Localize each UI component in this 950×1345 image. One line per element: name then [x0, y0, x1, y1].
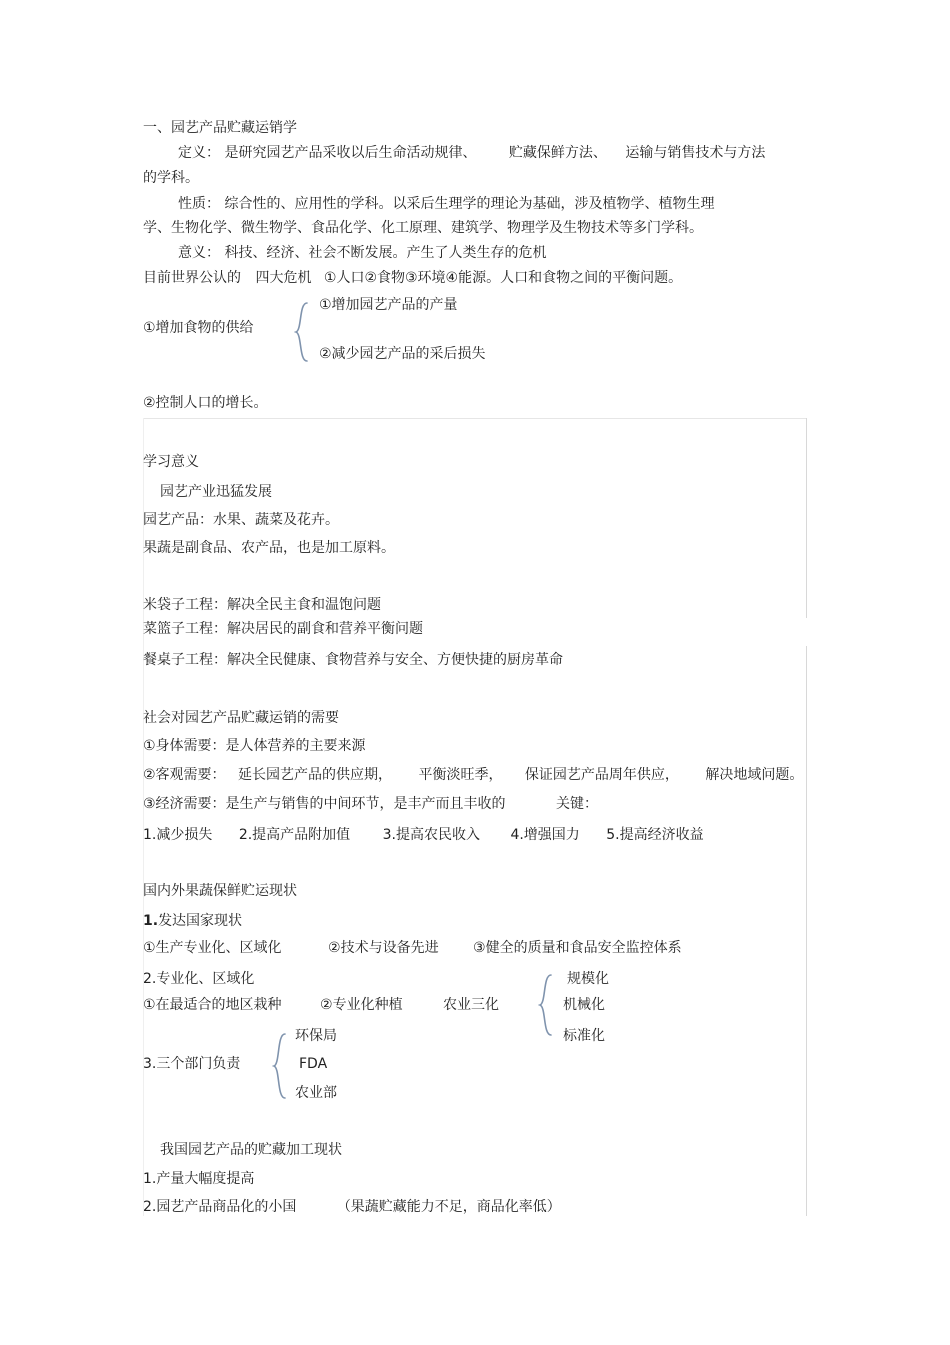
objective-part-4: 解决地域问题。: [705, 767, 804, 783]
project-rice: 米袋子工程：解决全民主食和温饱问题: [143, 597, 381, 613]
plant-2: ②专业化种植: [320, 997, 403, 1013]
benefit-4: 4.增强国力: [510, 827, 580, 843]
meaning-line: [178, 246, 546, 260]
definition-line: [178, 146, 765, 160]
departments-brace: [272, 1033, 288, 1099]
departments-label: 3.三个部门负责: [143, 1056, 241, 1072]
department-epa: 环保局: [295, 1028, 337, 1044]
population-line: ②控制人口的增长。: [143, 395, 268, 411]
food-supply-item-1: ①增加园艺产品的产量: [319, 297, 458, 313]
objective-part-3: 保证园艺产品周年供应，: [524, 767, 679, 783]
objective-part-1: 延长园艺产品的供应期，: [238, 767, 393, 783]
developed-text: 发达国家现状: [158, 913, 243, 929]
department-fda: FDA: [299, 1056, 328, 1072]
china-item-2a: 2.园艺产品商品化的小国: [143, 1199, 297, 1215]
definition-label: 定义：: [178, 145, 220, 161]
crisis-line: [143, 271, 682, 285]
china-item-2: [143, 1200, 561, 1214]
project-vegetable: 菜篮子工程：解决居民的副食和营养平衡问题: [143, 621, 423, 637]
department-agriculture: 农业部: [295, 1085, 337, 1101]
plant-line: [143, 998, 499, 1012]
china-item-2b: （果蔬贮藏能力不足，商品化率低）: [336, 1199, 561, 1215]
study-line-1: 园艺产业迅猛发展: [160, 484, 272, 500]
food-supply-label: ①增加食物的供给: [143, 320, 254, 336]
frame-right-line-upper: [806, 418, 807, 618]
feature-3: ③健全的质量和食品安全监控体系: [473, 940, 682, 956]
three-mods-brace: [538, 974, 554, 1036]
definition-cont: 的学科。: [143, 170, 199, 186]
plant-1: ①在最适合的地区栽种: [143, 997, 282, 1013]
nature-cont: 学、生物化学、微生物学、食品化学、化工原理、建筑学、物理学及生物技术等多门学科。: [143, 220, 703, 236]
specialization-heading: 2.专业化、区域化: [143, 971, 255, 987]
nature-line: [178, 197, 714, 211]
frame-top-line: [143, 418, 807, 419]
economic-key: 关键：: [556, 796, 599, 812]
developed-heading: [143, 914, 242, 928]
section-title: 一、园艺产品贮藏运销学: [143, 120, 297, 136]
objective-part-2: 平衡淡旺季，: [418, 767, 503, 783]
society-heading: 社会对园艺产品贮藏运销的需要: [143, 710, 339, 726]
meaning-text: 科技、经济、社会不断发展。产生了人类生存的危机: [224, 245, 547, 261]
feature-2: ②技术与设备先进: [328, 940, 439, 956]
benefit-5: 5.提高经济收益: [606, 827, 704, 843]
china-item-1: 1.产量大幅度提高: [143, 1171, 255, 1187]
definition-text-1: 是研究园艺产品采收以后生命活动规律、: [224, 145, 477, 161]
society-economic-need: [143, 797, 598, 811]
food-supply-item-2: ②减少园艺产品的采后损失: [319, 346, 486, 362]
society-objective-need: [143, 768, 803, 782]
definition-text-3: 运输与销售技术与方法: [625, 145, 766, 161]
project-table: 餐桌子工程：解决全民健康、食物营养与安全、方便快捷的厨房革命: [143, 652, 563, 668]
frame-right-line-lower: [806, 646, 807, 1216]
crisis-c: ①人口②食物③环境④能源。人口和食物之间的平衡问题。: [323, 270, 683, 286]
mod-mechanize: 机械化: [563, 997, 605, 1013]
nature-label: 性质：: [178, 196, 220, 212]
nature-text-1: 综合性的、应用性的学科。以采后生理学的理论为基础，涉及植物学、植物生理: [224, 196, 715, 212]
developed-num: 1.: [143, 913, 159, 929]
food-supply-brace: [294, 302, 310, 362]
study-line-3: 果蔬是副食品、农产品，也是加工原料。: [143, 540, 395, 556]
mod-standard: 标准化: [563, 1028, 605, 1044]
china-heading: 我国园艺产品的贮藏加工现状: [160, 1142, 342, 1158]
status-heading: 国内外果蔬保鲜贮运现状: [143, 883, 297, 899]
study-heading: 学习意义: [143, 454, 199, 470]
plant-3: 农业三化: [443, 997, 500, 1013]
study-line-2: 园艺产品：水果、蔬菜及花卉。: [143, 512, 339, 528]
crisis-b: 四大危机: [255, 270, 312, 286]
benefit-2: 2.提高产品附加值: [238, 827, 351, 843]
benefit-1: 1.减少损失: [143, 827, 213, 843]
meaning-label: 意义：: [178, 245, 220, 261]
feature-1: ①生产专业化、区域化: [143, 940, 282, 956]
features-line: [143, 941, 682, 955]
crisis-a: 目前世界公认的: [143, 270, 241, 286]
definition-text-2: 贮藏保鲜方法、: [508, 145, 607, 161]
objective-label: ②客观需要：: [143, 767, 226, 783]
benefit-3: 3.提高农民收入: [382, 827, 480, 843]
benefits-line: [143, 828, 704, 842]
economic-text: ③经济需要：是生产与销售的中间环节，是丰产而且丰收的: [143, 796, 506, 812]
society-body-need: ①身体需要：是人体营养的主要来源: [143, 738, 366, 754]
mod-scale: 规模化: [567, 971, 609, 987]
frame-left-line: [143, 418, 144, 1216]
